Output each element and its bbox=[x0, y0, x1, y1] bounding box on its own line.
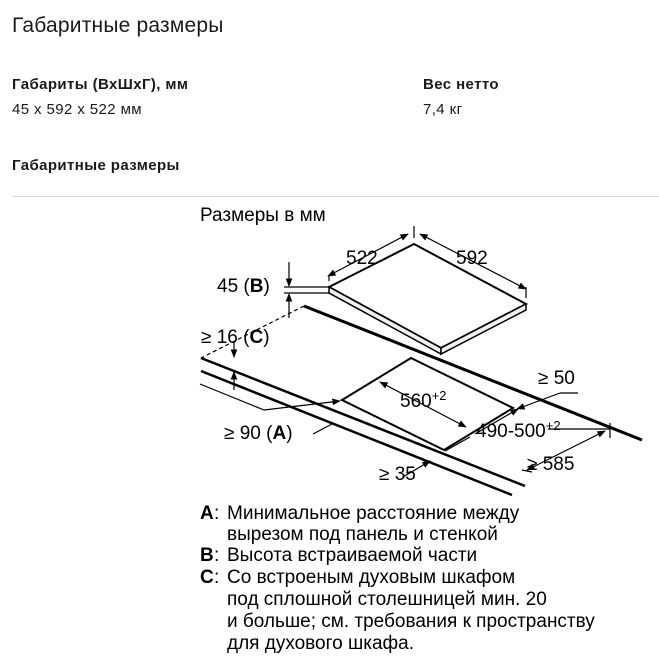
dim-front-label: ≥ 90 (A) bbox=[224, 423, 293, 444]
dim-edge-label: ≥ 35 bbox=[379, 464, 416, 485]
legend bbox=[200, 503, 595, 654]
legend-key-a: A bbox=[200, 503, 214, 524]
legend-c-line4: для духового шкафа. bbox=[227, 633, 415, 654]
dim-width-label: 592 bbox=[456, 248, 488, 269]
legend-key-b: B bbox=[200, 545, 214, 566]
section-title: Габаритные размеры bbox=[12, 157, 180, 174]
legend-colon: : bbox=[214, 545, 220, 566]
dim-counter-depth-label: ≥ 585 bbox=[527, 454, 575, 475]
legend-c-line3: и больше; см. требования к пространству bbox=[227, 611, 595, 632]
legend-a-line1: Минимальное расстояние между bbox=[227, 503, 520, 524]
dim-cutout-width-label: $560^{+2}$ bbox=[400, 388, 447, 412]
dim-rear-label: ≥ 16 (C) bbox=[201, 327, 270, 348]
spec-dimensions-label: Габариты (ВхШхГ), мм bbox=[12, 76, 189, 93]
legend-a-line2: вырезом под панель и стенкой bbox=[227, 524, 498, 545]
legend-c-line1: Со встроеным духовым шкафом bbox=[227, 567, 516, 588]
spec-weight-value: 7,4 кг bbox=[423, 101, 463, 118]
dim-cutout-depth-label: $490-500^{+2}$ bbox=[476, 418, 561, 442]
legend-colon: : bbox=[214, 503, 220, 524]
dim-height-label: 45 (B) bbox=[217, 276, 270, 297]
legend-colon: : bbox=[214, 567, 220, 588]
drawing-title: Размеры в мм bbox=[200, 205, 326, 226]
legend-key-c: C bbox=[200, 567, 214, 588]
legend-c-line2: под сплошной столешницей мин. 20 bbox=[227, 589, 547, 610]
dim-side-label: ≥ 50 bbox=[538, 368, 575, 389]
legend-b-line1: Высота встраиваемой части bbox=[227, 545, 478, 566]
spec-dimensions-value: 45 x 592 x 522 мм bbox=[12, 101, 143, 118]
dim-depth-label: 522 bbox=[346, 248, 378, 269]
spec-weight-label: Вес нетто bbox=[423, 76, 499, 93]
page-title: Габаритные размеры bbox=[12, 14, 224, 37]
